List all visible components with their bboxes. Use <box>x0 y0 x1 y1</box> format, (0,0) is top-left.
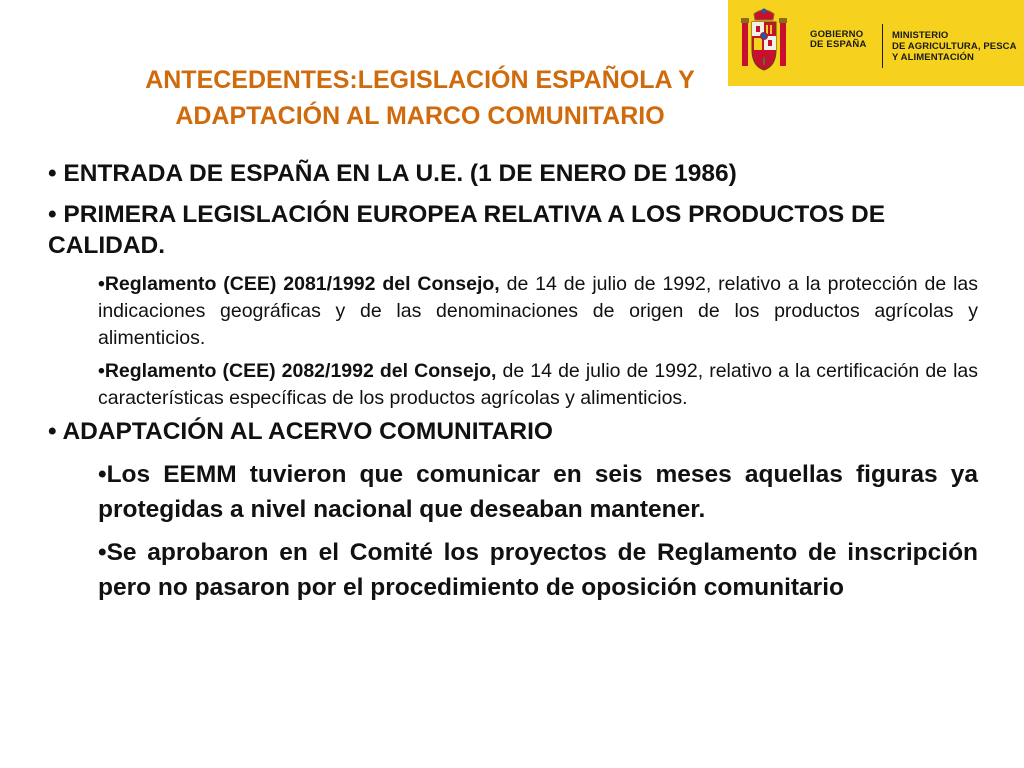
sub-bullet-eemm: •Los EEMM tuvieron que comunicar en seis meses aquellas figuras ya protegidas a nivel nacional que deseaban mantener. <box>98 461 978 523</box>
slide-body <box>48 158 978 609</box>
reglamento-2081-title: •Reglamento (CEE) 2081/1992 del Consejo, <box>98 273 500 295</box>
slide-title-line-2: ADAPTACIÓN AL MARCO COMUNITARIO <box>175 102 665 130</box>
ministry-name: MINISTERIO DE AGRICULTURA, PESCA Y ALIMENTACIÓN <box>892 30 1017 63</box>
bullet-entrada-espana: • ENTRADA DE ESPAÑA EN LA U.E. (1 DE ENERO DE 1986) <box>48 160 737 187</box>
sub-bullet-comite: •Se aprobaron en el Comité los proyectos de Reglamento de inscripción pero no pasaron por el procedimiento de oposición comunitario <box>98 539 978 601</box>
banner-divider <box>882 24 883 68</box>
sub-bullet-reglamento-2081 <box>98 271 978 352</box>
reglamento-2082-title: •Reglamento (CEE) 2082/1992 del Consejo, <box>98 360 497 382</box>
slide-title <box>110 62 730 134</box>
bullet-primera-legislacion: • PRIMERA LEGISLACIÓN EUROPEA RELATIVA A LOS PRODUCTOS DE CALIDAD. <box>48 201 886 259</box>
reglamento-2082-text: de 14 de julio de 1992, relativo a la certificación de las características específicas de los productos agrícolas y alimenticios. <box>98 360 979 409</box>
slide-title-line-1: ANTECEDENTES:LEGISLACIÓN ESPAÑOLA Y <box>145 66 695 94</box>
government-name: GOBIERNO DE ESPAÑA <box>810 29 867 50</box>
bullet-adaptacion-acervo: • ADAPTACIÓN AL ACERVO COMUNITARIO <box>48 418 553 445</box>
government-banner <box>728 0 1024 86</box>
sub-bullet-reglamento-2082 <box>98 358 978 412</box>
reglamento-2081-text: de 14 de julio de 1992, relativo a la protección de las indicaciones geográficas y de las denominaciones de origen de los productos agrícolas y alimenticios. <box>98 273 979 349</box>
spain-coat-of-arms-icon <box>740 6 788 78</box>
